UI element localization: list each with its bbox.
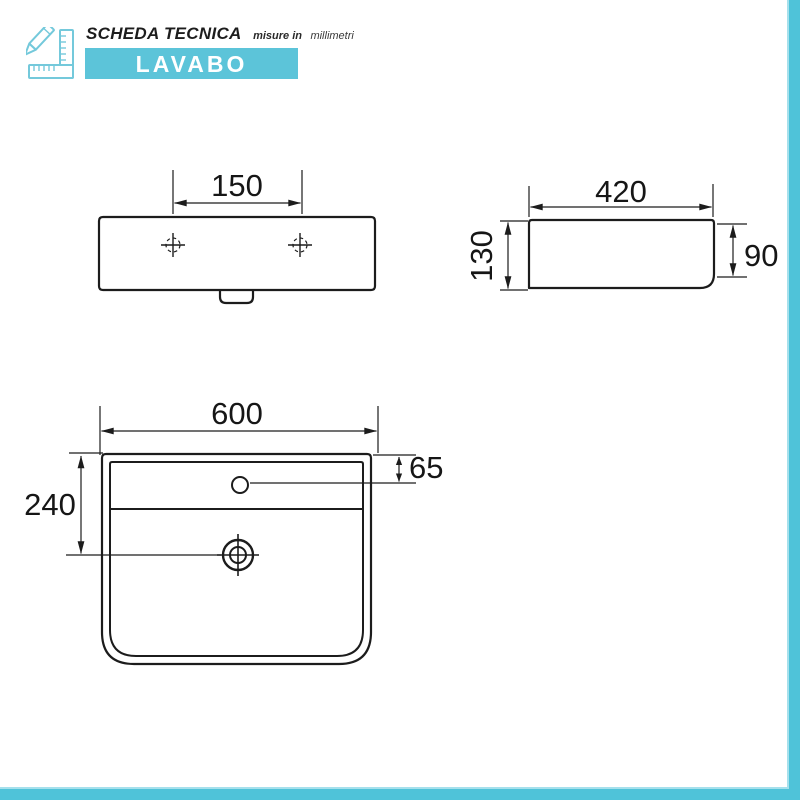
dim-value-tap-hole-offset: 65 bbox=[409, 450, 444, 485]
dimension-width bbox=[100, 396, 378, 455]
dim-value-back-height: 130 bbox=[464, 230, 499, 282]
side-view bbox=[464, 174, 778, 290]
front-view bbox=[99, 168, 375, 303]
dim-value-tap-hole-spacing: 150 bbox=[211, 168, 263, 203]
sheet-subtitle-units: misure in bbox=[253, 30, 302, 42]
accent-stripe-bottom bbox=[0, 787, 789, 800]
product-banner: LAVABO bbox=[85, 48, 298, 79]
tap-hole-center-mark-left bbox=[161, 233, 185, 257]
drain-symbol bbox=[217, 534, 259, 576]
accent-stripe-right bbox=[787, 0, 800, 800]
top-basin-outer-outline bbox=[102, 454, 371, 664]
front-basin-outline bbox=[99, 217, 375, 290]
dim-value-width: 600 bbox=[211, 396, 263, 431]
dimension-tap-hole-offset bbox=[250, 450, 443, 485]
dim-value-front-height: 90 bbox=[744, 238, 779, 273]
sheet-subtitle-units-rest: millimetri bbox=[310, 30, 354, 42]
dim-value-drain-offset: 240 bbox=[24, 487, 76, 522]
tap-hole-center-mark-right bbox=[288, 233, 312, 257]
dimension-depth bbox=[529, 174, 713, 217]
dimension-drain-offset bbox=[24, 453, 221, 555]
front-drain-tab bbox=[220, 291, 253, 303]
dimension-front-height bbox=[717, 224, 778, 277]
side-basin-outline bbox=[529, 220, 714, 288]
dim-value-depth: 420 bbox=[595, 174, 647, 209]
dimension-tap-hole-spacing bbox=[173, 168, 302, 214]
dimension-back-height bbox=[464, 221, 528, 290]
top-view bbox=[24, 396, 443, 664]
tap-hole bbox=[232, 477, 248, 493]
sheet-title: SCHEDA TECNICA bbox=[86, 24, 242, 43]
